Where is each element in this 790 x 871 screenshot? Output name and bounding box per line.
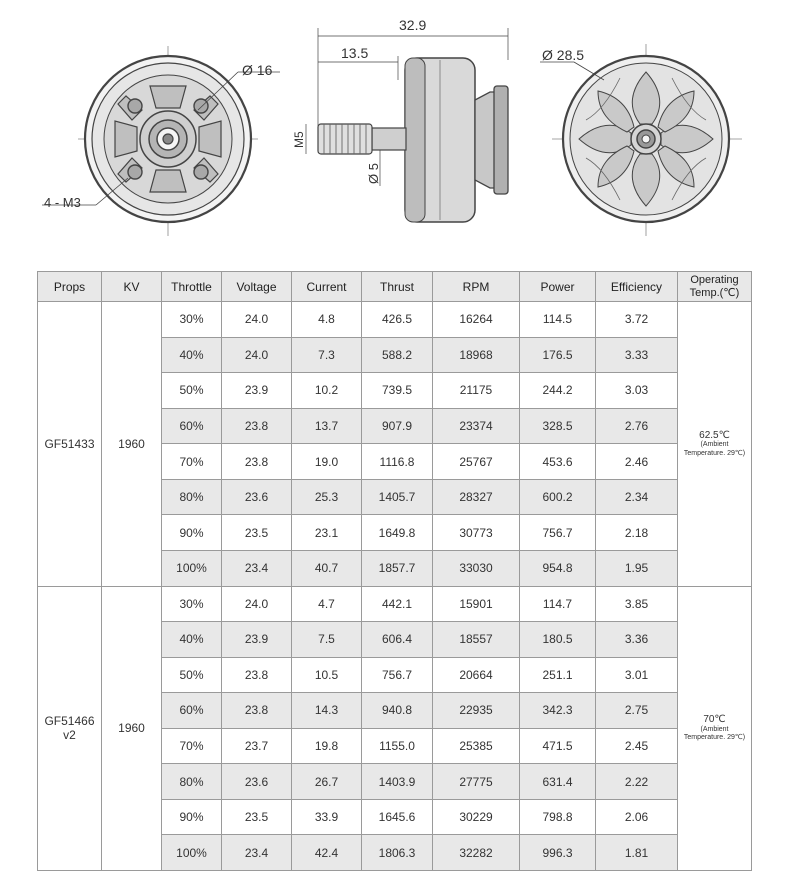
current-cell: 25.3 bbox=[292, 479, 362, 515]
header-operating-temp bbox=[678, 272, 752, 302]
thrust-cell: 442.1 bbox=[362, 586, 433, 622]
header-rpm: RPM bbox=[433, 272, 520, 302]
front-dia-label: Ø 16 bbox=[242, 62, 273, 78]
rpm-cell: 18557 bbox=[433, 622, 520, 658]
current-cell: 13.7 bbox=[292, 408, 362, 444]
rpm-cell: 28327 bbox=[433, 479, 520, 515]
performance-table bbox=[37, 271, 752, 871]
props-version: v2 bbox=[63, 728, 76, 743]
rpm-cell: 22935 bbox=[433, 693, 520, 729]
rpm-cell: 15901 bbox=[433, 586, 520, 622]
voltage-cell: 23.9 bbox=[222, 373, 292, 409]
efficiency-cell: 3.01 bbox=[596, 657, 678, 693]
thrust-cell: 1116.8 bbox=[362, 444, 433, 480]
header-temp-line1: Operating bbox=[690, 274, 739, 287]
table-header-row bbox=[38, 272, 752, 302]
ambient-note-line2: Temperature. 29℃) bbox=[683, 449, 746, 457]
voltage-cell: 23.6 bbox=[222, 479, 292, 515]
power-cell: 251.1 bbox=[520, 657, 596, 693]
voltage-cell: 23.8 bbox=[222, 693, 292, 729]
efficiency-cell: 2.45 bbox=[596, 728, 678, 764]
efficiency-cell: 2.75 bbox=[596, 693, 678, 729]
operating-temp-value: 62.5℃ bbox=[699, 429, 730, 441]
current-cell: 4.8 bbox=[292, 302, 362, 338]
voltage-cell: 23.6 bbox=[222, 764, 292, 800]
efficiency-cell: 2.46 bbox=[596, 444, 678, 480]
efficiency-cell: 3.03 bbox=[596, 373, 678, 409]
current-cell: 10.5 bbox=[292, 657, 362, 693]
power-cell: 176.5 bbox=[520, 337, 596, 373]
thrust-cell: 1403.9 bbox=[362, 764, 433, 800]
back-view-drawing bbox=[540, 44, 742, 236]
thrust-cell: 739.5 bbox=[362, 373, 433, 409]
current-cell: 23.1 bbox=[292, 515, 362, 551]
rpm-cell: 30229 bbox=[433, 799, 520, 835]
header-voltage: Voltage bbox=[222, 272, 292, 302]
rpm-cell: 21175 bbox=[433, 373, 520, 409]
rpm-cell: 25767 bbox=[433, 444, 520, 480]
current-cell: 19.0 bbox=[292, 444, 362, 480]
power-cell: 453.6 bbox=[520, 444, 596, 480]
rpm-cell: 33030 bbox=[433, 550, 520, 586]
throttle-cell: 90% bbox=[162, 799, 222, 835]
side-thread-label: M5 bbox=[292, 131, 306, 148]
operating-temp-value: 70℃ bbox=[703, 714, 726, 726]
side-total-length-label: 32.9 bbox=[399, 17, 427, 33]
throttle-cell: 50% bbox=[162, 373, 222, 409]
table-row bbox=[38, 586, 752, 622]
voltage-cell: 23.7 bbox=[222, 728, 292, 764]
rpm-cell: 32282 bbox=[433, 835, 520, 871]
thrust-cell: 606.4 bbox=[362, 622, 433, 658]
back-dia-label: Ø 28.5 bbox=[542, 47, 585, 63]
rpm-cell: 23374 bbox=[433, 408, 520, 444]
table-body bbox=[38, 302, 752, 871]
thrust-cell: 1806.3 bbox=[362, 835, 433, 871]
thrust-cell: 756.7 bbox=[362, 657, 433, 693]
thrust-cell: 1645.6 bbox=[362, 799, 433, 835]
thrust-cell: 426.5 bbox=[362, 302, 433, 338]
rpm-cell: 20664 bbox=[433, 657, 520, 693]
efficiency-cell: 2.22 bbox=[596, 764, 678, 800]
voltage-cell: 23.4 bbox=[222, 550, 292, 586]
props-name: GF51466 bbox=[44, 714, 95, 729]
header-throttle: Throttle bbox=[162, 272, 222, 302]
ambient-note-line2: Temperature. 29℃) bbox=[683, 734, 746, 741]
throttle-cell: 60% bbox=[162, 408, 222, 444]
current-cell: 19.8 bbox=[292, 728, 362, 764]
voltage-cell: 24.0 bbox=[222, 586, 292, 622]
throttle-cell: 90% bbox=[162, 515, 222, 551]
throttle-cell: 70% bbox=[162, 444, 222, 480]
throttle-cell: 70% bbox=[162, 728, 222, 764]
power-cell: 114.5 bbox=[520, 302, 596, 338]
header-temp-line2: Temp.(℃) bbox=[689, 286, 740, 299]
rpm-cell: 18968 bbox=[433, 337, 520, 373]
throttle-cell: 80% bbox=[162, 479, 222, 515]
props-cell bbox=[38, 586, 102, 871]
power-cell: 798.8 bbox=[520, 799, 596, 835]
voltage-cell: 24.0 bbox=[222, 302, 292, 338]
rpm-cell: 16264 bbox=[433, 302, 520, 338]
efficiency-cell: 3.72 bbox=[596, 302, 678, 338]
thrust-cell: 940.8 bbox=[362, 693, 433, 729]
efficiency-cell: 2.06 bbox=[596, 799, 678, 835]
throttle-cell: 50% bbox=[162, 657, 222, 693]
efficiency-cell: 1.95 bbox=[596, 550, 678, 586]
current-cell: 7.3 bbox=[292, 337, 362, 373]
power-cell: 996.3 bbox=[520, 835, 596, 871]
rpm-cell: 27775 bbox=[433, 764, 520, 800]
current-cell: 40.7 bbox=[292, 550, 362, 586]
power-cell: 328.5 bbox=[520, 408, 596, 444]
throttle-cell: 30% bbox=[162, 302, 222, 338]
operating-temp-cell bbox=[678, 302, 752, 587]
efficiency-cell: 2.76 bbox=[596, 408, 678, 444]
props-name: GF51433 bbox=[44, 436, 95, 451]
power-cell: 600.2 bbox=[520, 479, 596, 515]
power-cell: 244.2 bbox=[520, 373, 596, 409]
current-cell: 10.2 bbox=[292, 373, 362, 409]
voltage-cell: 23.5 bbox=[222, 799, 292, 835]
header-kv: KV bbox=[102, 272, 162, 302]
current-cell: 26.7 bbox=[292, 764, 362, 800]
efficiency-cell: 3.85 bbox=[596, 586, 678, 622]
efficiency-cell: 2.34 bbox=[596, 479, 678, 515]
voltage-cell: 23.4 bbox=[222, 835, 292, 871]
header-current: Current bbox=[292, 272, 362, 302]
thrust-cell: 1155.0 bbox=[362, 728, 433, 764]
side-shaft-length-label: 13.5 bbox=[341, 45, 369, 61]
voltage-cell: 23.8 bbox=[222, 444, 292, 480]
efficiency-cell: 3.36 bbox=[596, 622, 678, 658]
rpm-cell: 30773 bbox=[433, 515, 520, 551]
ambient-note-line1: (Ambient bbox=[700, 725, 729, 733]
power-cell: 342.3 bbox=[520, 693, 596, 729]
throttle-cell: 80% bbox=[162, 764, 222, 800]
voltage-cell: 23.8 bbox=[222, 657, 292, 693]
power-cell: 756.7 bbox=[520, 515, 596, 551]
power-cell: 471.5 bbox=[520, 728, 596, 764]
side-view-drawing bbox=[306, 28, 508, 222]
efficiency-cell: 1.81 bbox=[596, 835, 678, 871]
thrust-cell: 907.9 bbox=[362, 408, 433, 444]
thrust-cell: 588.2 bbox=[362, 337, 433, 373]
side-shaft-dia-label: Ø 5 bbox=[366, 163, 381, 184]
header-efficiency: Efficiency bbox=[596, 272, 678, 302]
power-cell: 954.8 bbox=[520, 550, 596, 586]
throttle-cell: 40% bbox=[162, 622, 222, 658]
header-power: Power bbox=[520, 272, 596, 302]
voltage-cell: 23.5 bbox=[222, 515, 292, 551]
throttle-cell: 40% bbox=[162, 337, 222, 373]
power-cell: 114.7 bbox=[520, 586, 596, 622]
thrust-cell: 1649.8 bbox=[362, 515, 433, 551]
header-props: Props bbox=[38, 272, 102, 302]
ambient-note-line1: (Ambient bbox=[700, 441, 729, 449]
current-cell: 14.3 bbox=[292, 693, 362, 729]
thrust-cell: 1405.7 bbox=[362, 479, 433, 515]
power-cell: 180.5 bbox=[520, 622, 596, 658]
current-cell: 4.7 bbox=[292, 586, 362, 622]
operating-temp-cell bbox=[678, 586, 752, 871]
current-cell: 33.9 bbox=[292, 799, 362, 835]
power-cell: 631.4 bbox=[520, 764, 596, 800]
header-thrust: Thrust bbox=[362, 272, 433, 302]
thrust-cell: 1857.7 bbox=[362, 550, 433, 586]
rpm-cell: 25385 bbox=[433, 728, 520, 764]
efficiency-cell: 3.33 bbox=[596, 337, 678, 373]
motor-drawings bbox=[0, 0, 790, 250]
efficiency-cell: 2.18 bbox=[596, 515, 678, 551]
table-row bbox=[38, 302, 752, 338]
voltage-cell: 24.0 bbox=[222, 337, 292, 373]
voltage-cell: 23.8 bbox=[222, 408, 292, 444]
throttle-cell: 100% bbox=[162, 550, 222, 586]
throttle-cell: 30% bbox=[162, 586, 222, 622]
throttle-cell: 60% bbox=[162, 693, 222, 729]
props-cell bbox=[38, 302, 102, 587]
voltage-cell: 23.9 bbox=[222, 622, 292, 658]
current-cell: 42.4 bbox=[292, 835, 362, 871]
throttle-cell: 100% bbox=[162, 835, 222, 871]
kv-cell: 1960 bbox=[102, 586, 162, 871]
front-screw-label: 4 - M3 bbox=[44, 195, 81, 210]
current-cell: 7.5 bbox=[292, 622, 362, 658]
kv-cell: 1960 bbox=[102, 302, 162, 587]
